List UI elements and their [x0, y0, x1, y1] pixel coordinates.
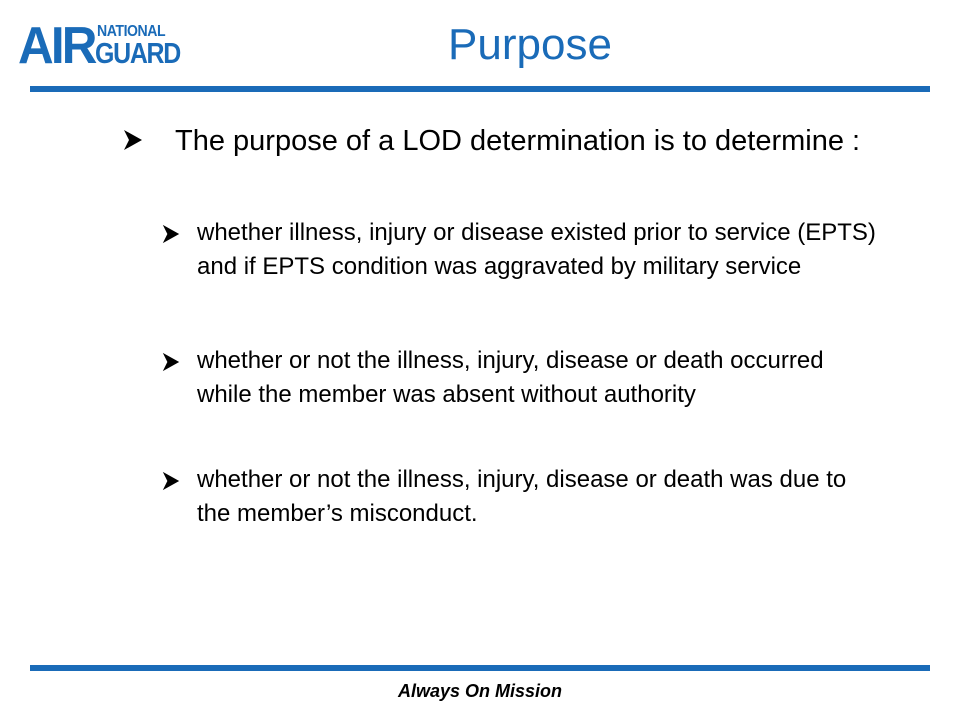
- arrowhead-bullet-icon: [122, 129, 144, 151]
- sub-bullet-2-text: whether or not the illness, injury, disease or death occurred while the member was absent without authority: [197, 347, 824, 408]
- arrowhead-bullet-icon: [161, 224, 181, 244]
- air-national-guard-logo: [18, 17, 188, 75]
- logo-guard-text: GUARD: [95, 38, 181, 70]
- logo-air-text: AIR: [18, 17, 95, 75]
- bullet-main-text: The purpose of a LOD determination is to determine :: [175, 125, 861, 157]
- sub-bullet-3: [161, 463, 881, 531]
- arrowhead-bullet-icon: [161, 471, 181, 491]
- header-divider: [30, 86, 930, 92]
- logo-national-text: NATIONAL: [97, 23, 166, 40]
- footer-tagline: Always On Mission: [397, 681, 563, 701]
- sub-bullet-2: [161, 344, 881, 412]
- sub-bullet-1-text: whether illness, injury or disease existed prior to service (EPTS) and if EPTS condition was aggravated by military service: [197, 219, 876, 280]
- footer-divider: [30, 665, 930, 671]
- sub-bullet-1: [161, 216, 881, 284]
- bullet-main: [122, 120, 882, 162]
- sub-bullet-3-text: whether or not the illness, injury, disease or death was due to the member’s misconduct.: [197, 466, 847, 527]
- slide-title: Purpose: [448, 20, 612, 69]
- arrowhead-bullet-icon: [161, 352, 181, 372]
